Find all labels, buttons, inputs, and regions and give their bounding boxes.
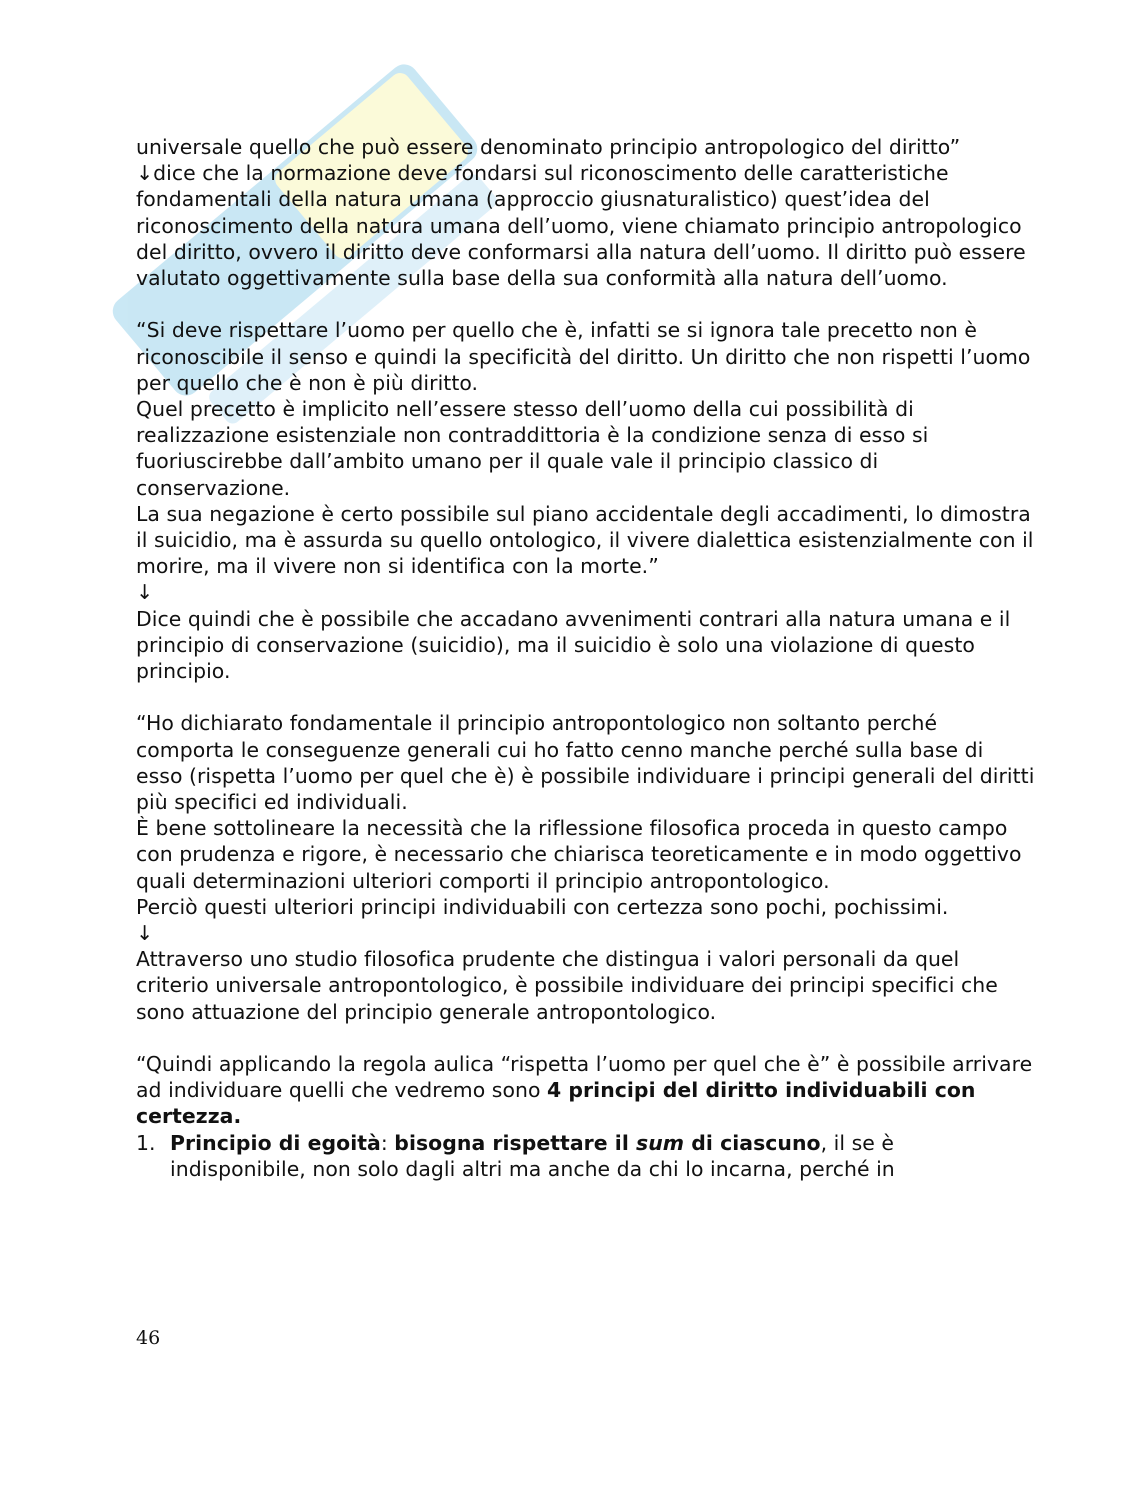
paragraph: Attraverso uno studio filosofica prudente che distingua i valori personali da quel criterio universale antropontologico, è possibile individuare dei principi specifici che sono attuazione del principio generale antropontologico. [136,947,998,1024]
list-item-text: , il se è indisponibile, non solo dagli altri ma anche da chi lo incarna, perché in [170,1130,895,1181]
arrow-marker: ↓ [136,921,154,946]
bold-text: bisogna rispettare il [394,1130,637,1155]
paragraph: ↓dice che la normazione deve fondarsi sul riconoscimento delle caratteristiche fondamentali della natura umana (approccio giusnaturalistico) quest’idea del riconoscimento della natura umana dell’uomo, viene chiamato principio antropologico del diritto, ovvero il diritto deve conformarsi alla natura dell’uomo. Il diritto può essere valutato oggettivamente sulla base della sua conformità alla natura dell’uomo. [136,161,1026,291]
paragraph: “Si deve rispettare l’uomo per quello che è, infatti se si ignora tale precetto non è riconoscibile il senso e quindi la specificità del diritto. Un diritto che non rispetti l’uomo per quello che è non è più diritto. [136,318,1031,395]
list-item [136,1130,1036,1182]
italic-bold-text: sum [636,1130,685,1155]
paragraph: La sua negazione è certo possibile sul piano accidentale degli accadimenti, lo dimostra il suicidio, ma è assurda su quello ontologico, il vivere dialettica esistenzialmente con il morire, ma il vivere non si identifica con la morte.” [136,501,1034,579]
arrow-marker: ↓ [136,580,154,605]
paragraph [136,1051,1036,1130]
paragraph: “Ho dichiarato fondamentale il principio antropontologico non soltanto perché comporta le conseguenze generali cui ho fatto cenno manche perché sulla base di esso (rispetta l’uomo per quel che è) è possibile individuare i principi generali del diritti più specifici ed individuali. [136,711,1035,815]
page-number: 46 [136,1327,161,1349]
paragraph: Dice quindi che è possibile che accadano avvenimenti contrari alla natura umana e il principio di conservazione (suicidio), ma il suicidio è solo una violazione di questo principio. [136,606,1011,684]
paragraph: Perciò questi ulteriori principi individuabili con certezza sono pochi, pochissimi. [136,894,949,919]
paragraph: Quel precetto è implicito nell’essere stesso dell’uomo della cui possibilità di realizzazione esistenziale non contraddittoria è la condizione senza di esso si fuoriuscirebbe dall’ambito umano per il quale vale il principio classico di conservazione. [136,397,929,500]
bold-text: di ciascuno [684,1130,821,1155]
principle-label: Principio di egoità [170,1130,381,1155]
paragraph-text: “Quindi applicando la regola aulica “rispetta l’uomo per quel che è” è possibile arrivare ad individuare quelli che vedremo sono [136,1052,1033,1103]
document-body [136,134,1036,1182]
paragraph: universale quello che può essere denominato principio antropologico del diritto” [136,135,961,159]
colon: : [380,1130,395,1155]
paragraph: È bene sottolineare la necessità che la riflessione filosofica proceda in questo campo con prudenza e rigore, è necessario che chiarisca teoreticamente e in modo oggettivo quali determinazioni ulteriori comporti il principio antropontologico. [136,816,1022,893]
bold-text: 4 principi del diritto individuabili con certezza. [136,1078,976,1129]
list-number: 1. [136,1130,156,1155]
